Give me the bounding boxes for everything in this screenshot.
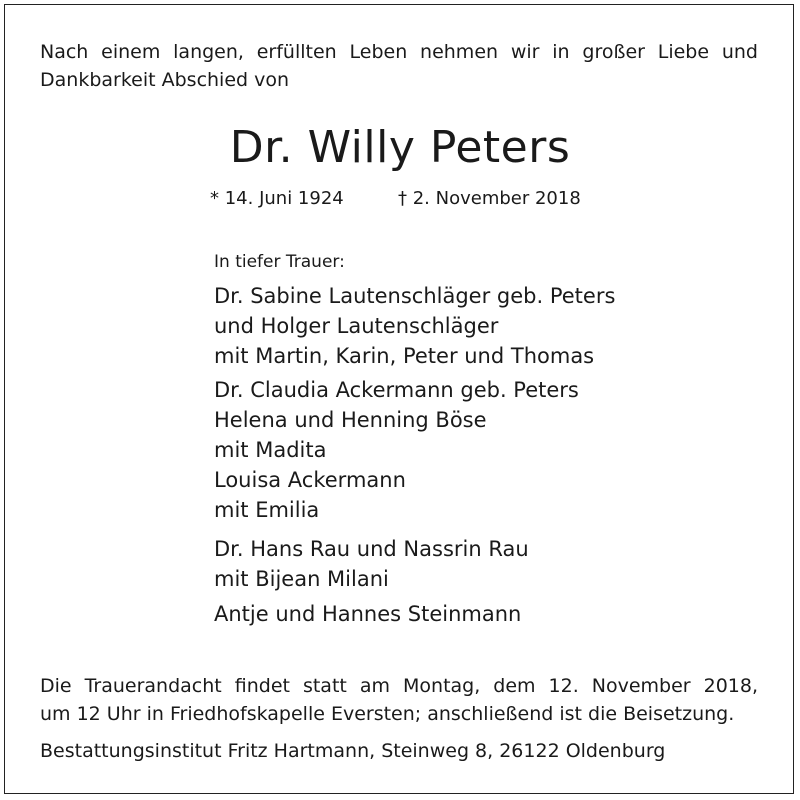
intro-text [40, 38, 758, 94]
mourners-label: In tiefer Trauer: [214, 252, 345, 272]
mourner-line: und Holger Lautenschläger [214, 314, 499, 338]
deceased-name: Dr. Willy Peters [229, 122, 571, 173]
birth-date: * 14. Juni 1924 [210, 188, 344, 209]
service-line-2: um 12 Uhr in Friedhofskapelle Eversten; anschließend ist die Beisetzung. [40, 703, 735, 725]
service-line-1: Die Trauerandacht findet statt am Montag, dem 12. November 2018, [40, 675, 758, 697]
mourner-line: Antje und Hannes Steinmann [214, 602, 522, 626]
mourner-line: mit Bijean Milani [214, 567, 389, 591]
mourner-line: mit Madita [214, 438, 327, 462]
mourner-line: Helena und Henning Böse [214, 408, 487, 432]
mourner-line: mit Martin, Karin, Peter und Thomas [214, 344, 595, 368]
intro-line-1: Nach einem langen, erfüllten Leben nehmen wir in großer Liebe und [40, 41, 758, 63]
undertaker-info: Bestattungsinstitut Fritz Hartmann, Steinweg 8, 26122 Oldenburg [40, 740, 666, 762]
mourner-line: Louisa Ackermann [214, 468, 406, 492]
death-date: † 2. November 2018 [398, 188, 581, 209]
mourner-line: Dr. Sabine Lautenschläger geb. Peters [214, 284, 616, 308]
intro-line-2: Dankbarkeit Abschied von [40, 69, 290, 91]
mourner-line: mit Emilia [214, 498, 320, 522]
service-text [40, 672, 758, 728]
mourner-line: Dr. Hans Rau und Nassrin Rau [214, 537, 529, 561]
mourner-line: Dr. Claudia Ackermann geb. Peters [214, 378, 579, 402]
